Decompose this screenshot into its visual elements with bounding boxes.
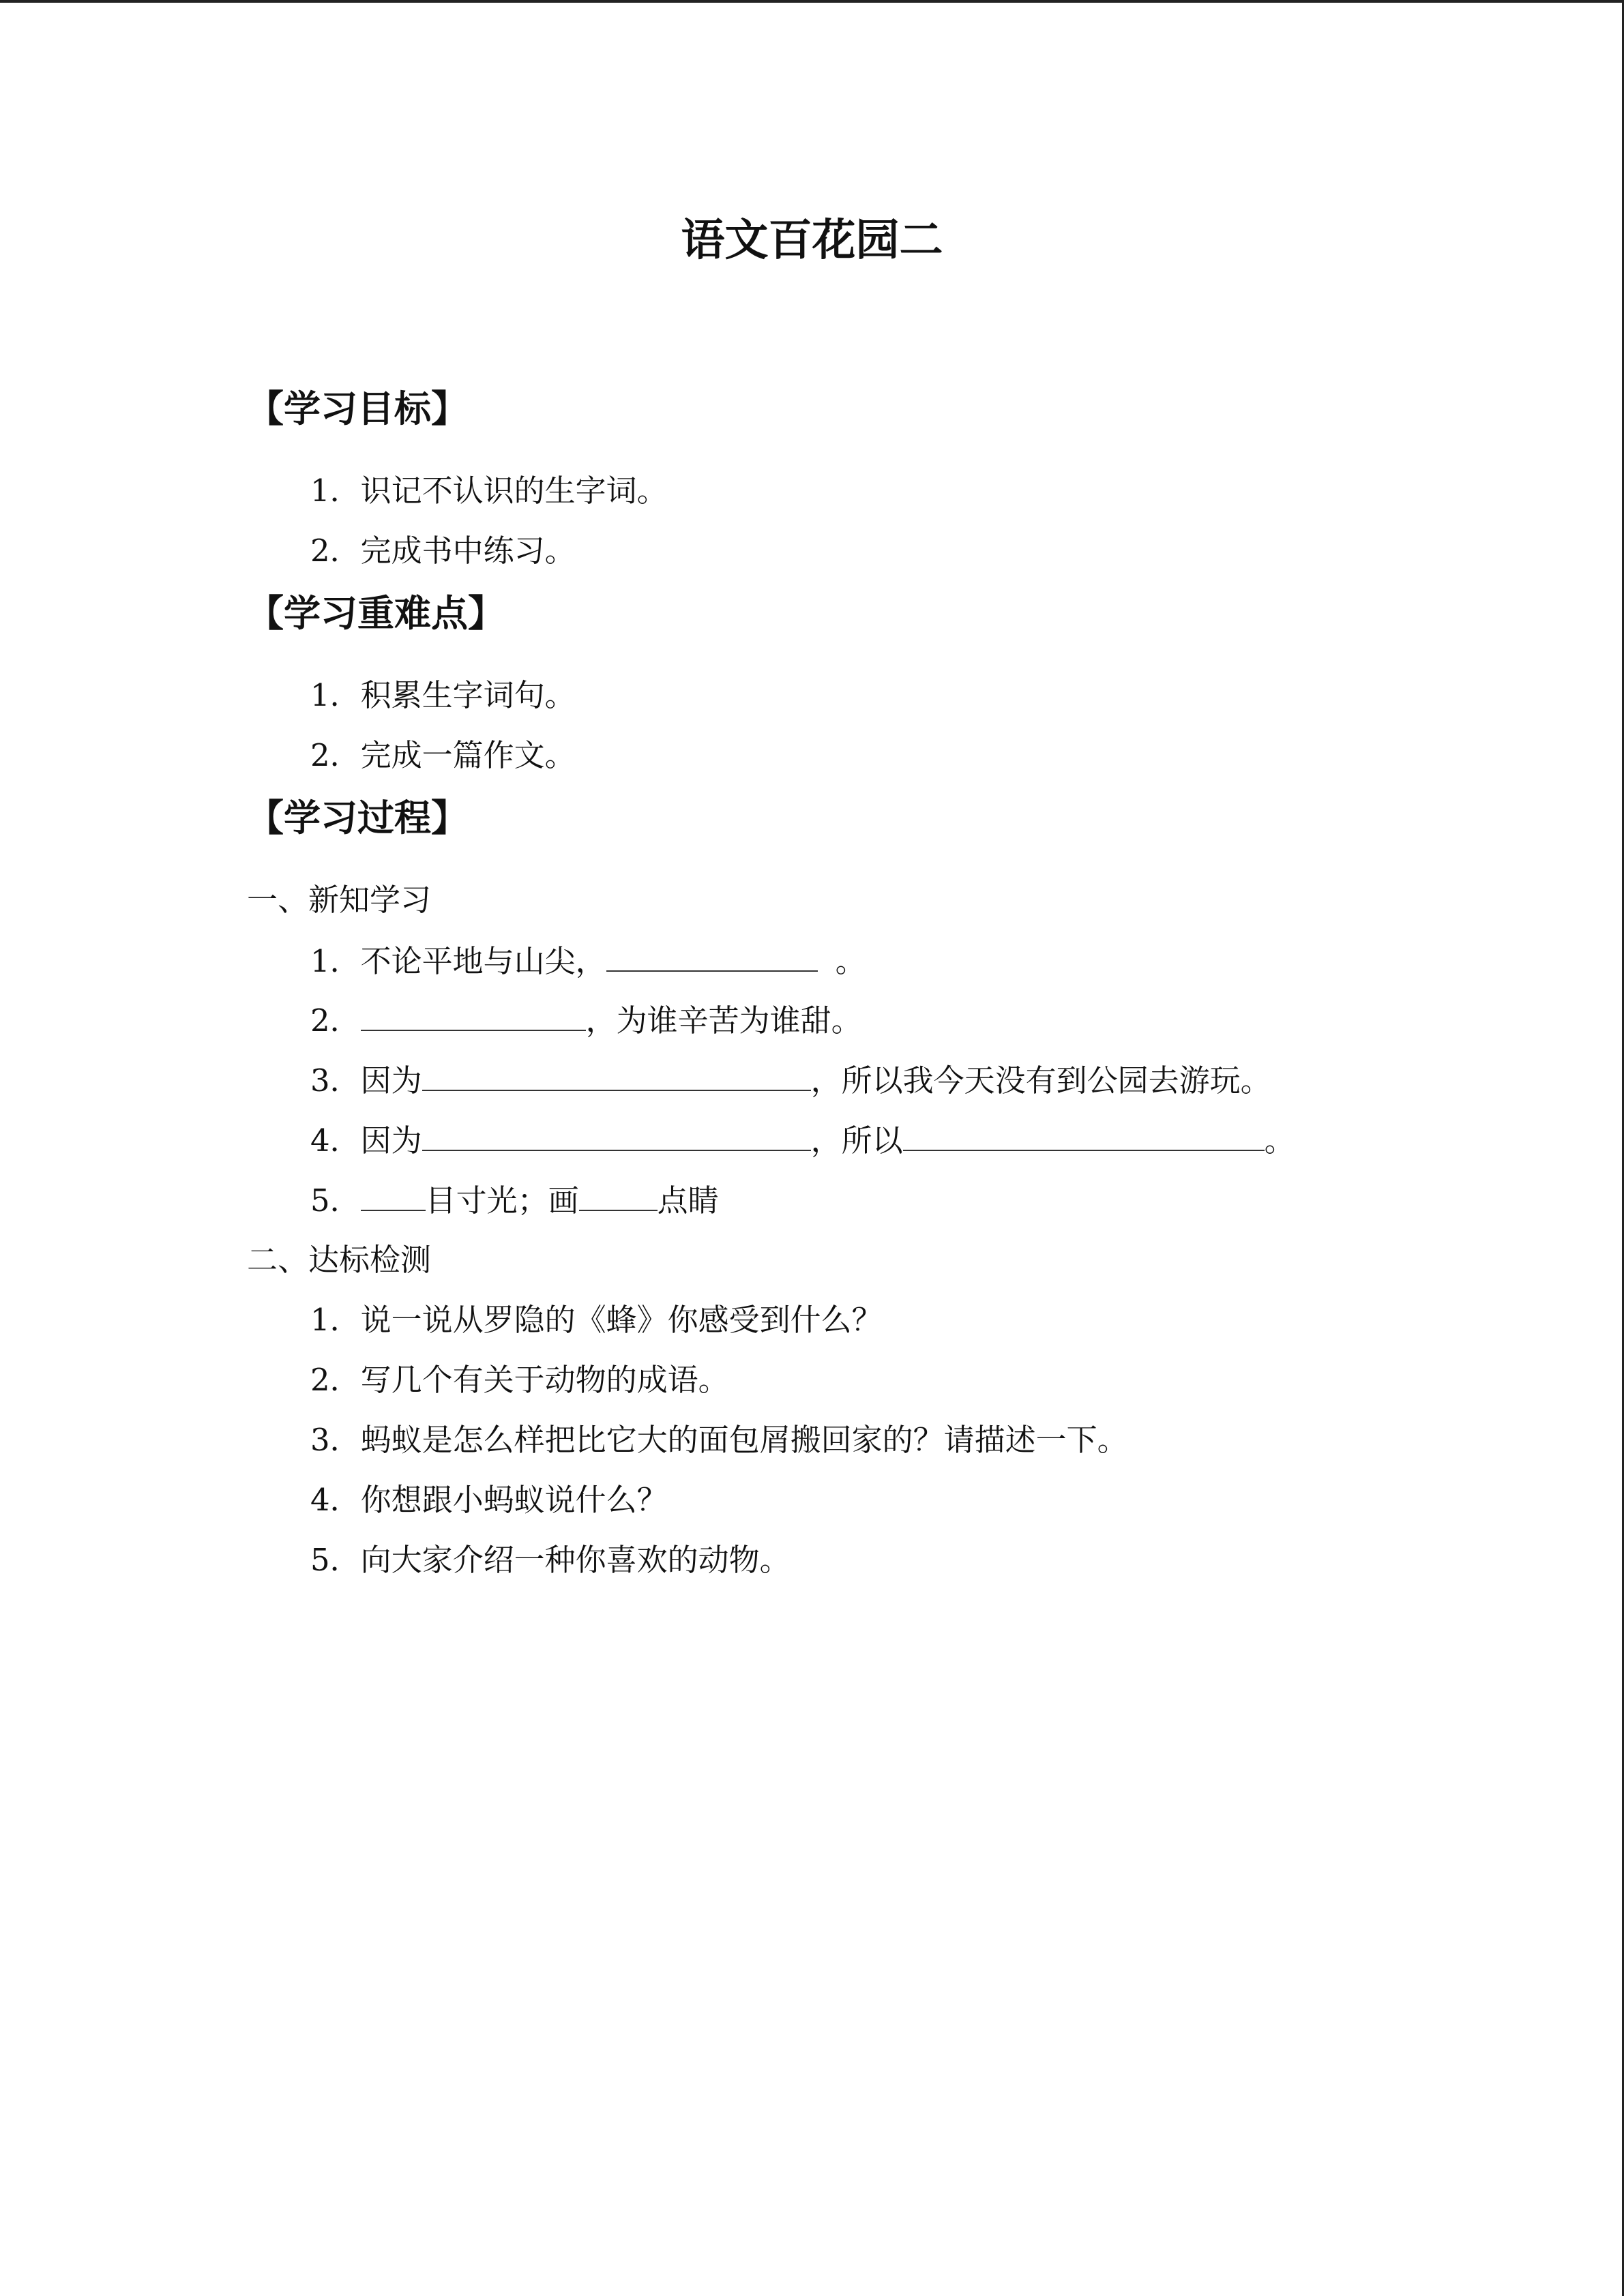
question-text: 不论平地与山尖， xyxy=(360,943,606,979)
goal-item: 1．识记不认识的生字词。 xyxy=(310,473,668,509)
key-point-item: 2．完成一篇作文。 xyxy=(310,737,576,773)
question-text: 因为 xyxy=(360,1122,422,1159)
question-text: ，所以我今天没有到公园去游玩。 xyxy=(810,1062,1271,1099)
answer-blank[interactable] xyxy=(361,1182,426,1211)
fill-blank-question xyxy=(310,941,866,982)
question-text: 点睛 xyxy=(657,1182,719,1219)
part-label-new-knowledge: 一、新知学习 xyxy=(247,882,432,918)
question-number: 2． xyxy=(310,1002,361,1039)
section-heading-process: 【学习过程】 xyxy=(247,796,468,839)
fill-blank-question xyxy=(310,1000,862,1041)
question-text: ，所以 xyxy=(810,1122,903,1159)
answer-blank[interactable] xyxy=(422,1062,811,1091)
question-text: 。 xyxy=(1264,1122,1295,1159)
fill-blank-question xyxy=(310,1180,719,1221)
assessment-item: 1．说一说从罗隐的《蜂》你感受到什么？ xyxy=(310,1302,883,1338)
part-label-assessment: 二、达标检测 xyxy=(247,1242,432,1278)
answer-blank[interactable] xyxy=(606,943,818,972)
question-number: 4． xyxy=(310,1122,361,1159)
assessment-item: 5．向大家介绍一种你喜欢的动物。 xyxy=(310,1542,791,1578)
question-number: 5． xyxy=(310,1182,361,1219)
fill-blank-question xyxy=(310,1060,1271,1101)
question-text: ，为谁辛苦为谁甜。 xyxy=(585,1002,862,1039)
assessment-item: 2．写几个有关于动物的成语。 xyxy=(310,1362,729,1398)
goal-item: 2．完成书中练习。 xyxy=(310,533,576,569)
question-number: 3． xyxy=(310,1062,361,1099)
section-heading-goals: 【学习目标】 xyxy=(247,387,468,430)
answer-blank[interactable] xyxy=(422,1122,811,1151)
question-text: 。 xyxy=(835,943,866,979)
answer-blank[interactable] xyxy=(579,1182,658,1211)
key-point-item: 1．积累生字词句。 xyxy=(310,677,576,713)
question-text: 因为 xyxy=(360,1062,422,1099)
assessment-item: 4．你想跟小蚂蚁说什么？ xyxy=(310,1482,668,1518)
assessment-item: 3．蚂蚁是怎么样把比它大的面包屑搬回家的？请描述一下。 xyxy=(310,1422,1128,1458)
page-title: 语文百花园二 xyxy=(681,215,943,266)
question-text: 目寸光；画 xyxy=(425,1182,579,1219)
fill-blank-question xyxy=(310,1120,1295,1161)
question-number: 1． xyxy=(310,943,361,979)
answer-blank[interactable] xyxy=(903,1122,1265,1151)
answer-blank[interactable] xyxy=(361,1002,586,1031)
section-heading-key-points: 【学习重难点】 xyxy=(247,592,505,635)
page-border-top xyxy=(0,0,1624,3)
